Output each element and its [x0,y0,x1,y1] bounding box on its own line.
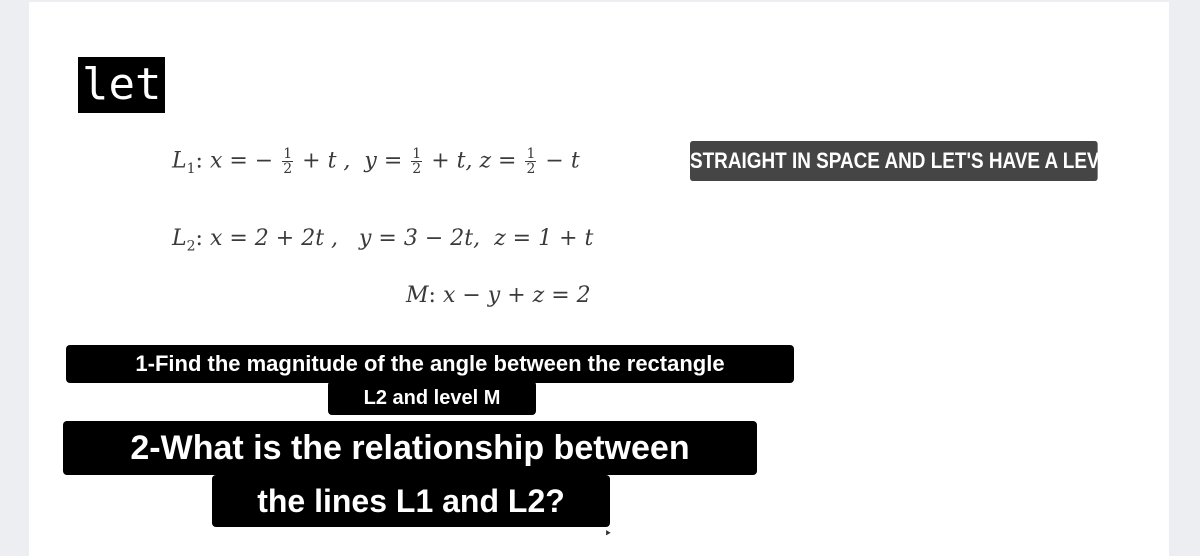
line2-equation-text: x = 2 + 2t , y = 3 − 2t, z = 1 + t [209,226,594,251]
plane-equation-text: x − y + z = 2 [442,283,591,308]
question1-line-a: 1-Find the magnitude of the angle between the rectangle [66,345,794,383]
line1-y-eq: y = [364,148,403,174]
cursor-icon: ‣ [604,526,613,542]
plane-equation: M: x − y + z = 2 [406,283,591,308]
line1-x-fraction: $\frac{1}{2}$ [283,146,293,177]
line1-x-eq: x = − [209,148,274,174]
question1-line-b: L2 and level M [328,381,536,415]
line1-name: L [172,148,187,174]
line2-equations: $L_2$: x = 2 + 2t , y = 3 − 2t, z = 1 + t [172,226,594,255]
let-label: let [78,57,165,113]
line1-z-eq: z = [479,148,517,174]
line2-name: L [172,226,187,251]
line1-z-fraction: $\frac{1}{2}$ [526,146,536,177]
line1-equations: $L_1$: x = − $\frac{1}{2}$ + t , y = $\frac{1}{2}$ + t, z = $\frac{1}{2}$ − t [172,146,580,177]
line1-z-rest: − t [545,148,580,174]
question2-line-a: 2-What is the relationship between [63,421,757,475]
plane-name: M [406,283,429,308]
line1-x-rest: + t , [302,148,351,174]
line1-y-fraction: $\frac{1}{2}$ [412,146,422,177]
line1-subscript: 1 [186,160,196,177]
straight-in-space-tag: STRAIGHT IN SPACE AND LET'S HAVE A LEVEL [690,141,1098,181]
line1-y-rest: + t, [431,148,473,174]
line2-subscript: 2 [186,238,196,255]
question2-line-b: the lines L1 and L2? [212,475,610,527]
